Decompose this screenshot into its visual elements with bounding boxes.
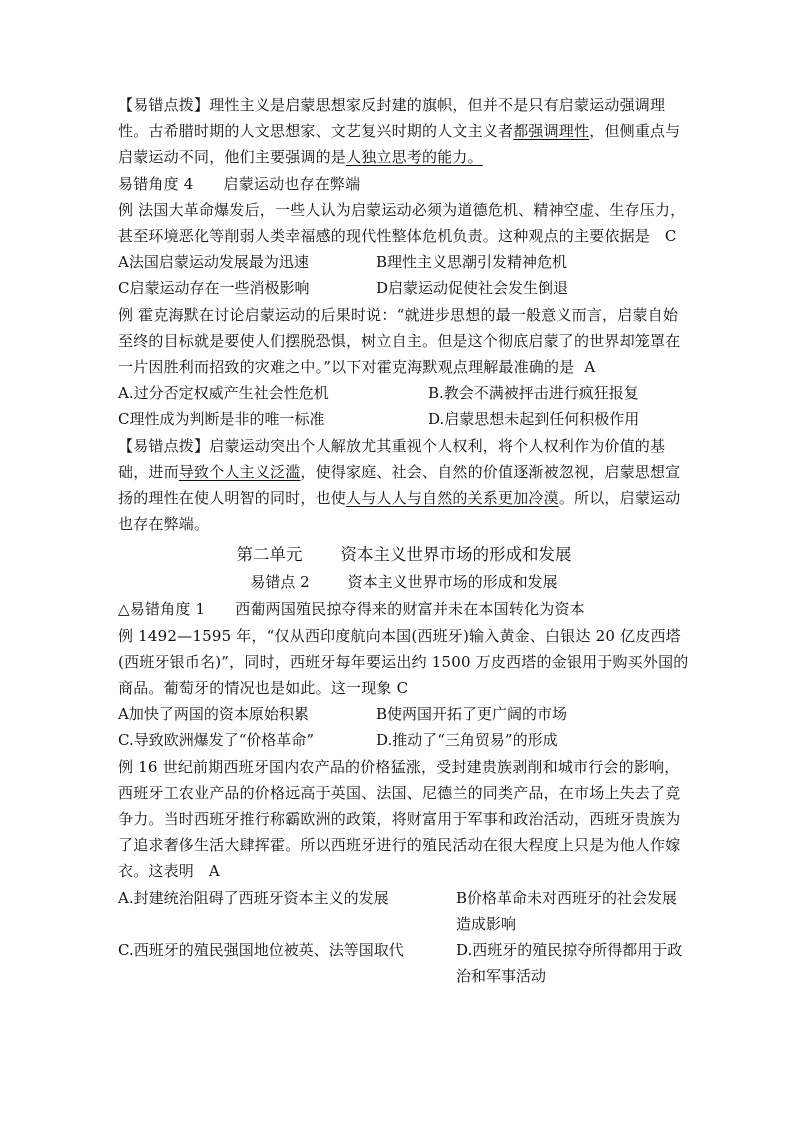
- option-c: C理性成为判断是非的唯一标准: [118, 410, 325, 429]
- answer-key: C: [396, 679, 409, 698]
- options-row: [118, 885, 690, 937]
- option-d: D.启蒙思想未起到任何积极作用: [428, 410, 640, 429]
- underlined-text: 人独立思考的能力。: [346, 148, 483, 167]
- option-c: C.西班牙的殖民强国地位被英、法等国取代: [118, 941, 404, 960]
- options-row: [118, 275, 690, 301]
- options-row: [118, 701, 690, 727]
- document-page: [118, 92, 690, 990]
- tip-label: 【易错点拨】: [118, 436, 210, 455]
- angle-heading-4: 易错角度 4 启蒙运动也存在弊端: [118, 174, 361, 193]
- tip-paragraph-2: 【易错点拨】启蒙运动突出个人解放尤其重视个人权利，将个人权利作为价值的基础，进而导致个人主义泛滥，使得家庭、社会、自然的价值逐渐被忽视，启蒙思想宣扬的理性在使人明智的同时，也使人与人人与自然的关系更加冷漠。所以，启蒙运动也存在弊端。: [118, 436, 681, 534]
- tip-label: 【易错点拨】: [118, 96, 210, 114]
- underlined-text: 都强调理性: [513, 122, 590, 141]
- answer-key: A: [208, 862, 220, 881]
- option-b: B理性主义思潮引发精神危机: [376, 253, 568, 272]
- underlined-text: 导致个人主义泛滥: [178, 462, 301, 481]
- options-row: [118, 727, 690, 753]
- tip-paragraph-1: 【易错点拨】理性主义是启蒙思想家反封建的旗帜，但并不是只有启蒙运动强调理性。古希腊时期的人文思想家、文艺复兴时期的人文主义者都强调理性，但侧重点与启蒙运动不同，他们主要强调的是人独立思考的能力。: [118, 96, 681, 167]
- option-d: D启蒙运动促使社会发生倒退: [376, 279, 569, 298]
- option-d: D.推动了“三角贸易”的形成: [376, 731, 558, 750]
- answer-key: C: [664, 227, 677, 246]
- option-b: B价格革命未对西班牙的社会发展造成影响: [456, 888, 678, 933]
- options-row: [118, 380, 690, 406]
- option-d: D.西班牙的殖民掠夺所得都用于政治和军事活动: [456, 941, 683, 986]
- options-row: [118, 406, 690, 432]
- option-c: C启蒙运动存在一些消极影响: [118, 279, 310, 298]
- underlined-text: 人与人人与自然的关系更加冷漠: [346, 489, 559, 508]
- answer-key: A: [584, 358, 596, 377]
- option-b: B使两国开拓了更广阔的市场: [376, 705, 568, 724]
- question-stem: 例 16 世纪前期西班牙国内农产品的价格猛涨，受封建贵族剥削和城市行会的影响，西班牙工农业产品的价格远高于英国、法国、尼德兰的同类产品，在市场上失去了竞争力。当时西班牙推行称霸欧洲的政策，将财富用于军事和政治活动，西班牙贵族为了追求奢侈生活大肆挥霍。所以西班牙进行的殖民活动在很大程度上只是为他人作嫁衣。这表明 A: [118, 757, 681, 881]
- option-a: A加快了两国的资本原始积累: [118, 705, 309, 724]
- options-row: [118, 249, 690, 275]
- point-heading: 易错点 2 资本主义世界市场的形成和发展: [250, 573, 558, 592]
- option-a: A.封建统治阻碍了西班牙资本主义的发展: [118, 888, 389, 907]
- option-a: A法国启蒙运动发展最为迅速: [118, 253, 309, 272]
- question-stem: 例 霍克海默在讨论启蒙运动的后果时说：“就进步思想的最一般意义而言，启蒙自始至终的目标就是要使人们摆脱恐惧，树立自主。但是这个彻底启蒙了的世界却笼罩在一片因胜利而招致的灾难之中。”以下对霍克海默观点理解最准确的是 A: [118, 305, 681, 377]
- question-stem: 例 1492—1595 年，“仅从西印度航向本国(西班牙)输入黄金、白银达 20 亿皮西塔(西班牙银币名)”，同时，西班牙每年要运出约 1500 万皮西塔的金银用于购买外国的商品。葡萄牙的情况也是如此。这一现象 C: [118, 626, 689, 698]
- angle-heading-1: △易错角度 1 西葡两国殖民掠夺得来的财富并未在本国转化为资本: [118, 600, 585, 619]
- unit-heading: 第二单元 资本主义世界市场的形成和发展: [236, 545, 572, 565]
- option-a: A.过分否定权威产生社会性危机: [118, 384, 329, 403]
- question-stem: 例 法国大革命爆发后，一些人认为启蒙运动必须为道德危机、精神空虚、生存压力，甚至环境恶化等削弱人类幸福感的现代性整体危机负责。这种观点的主要依据是 C: [118, 200, 686, 246]
- option-b: B.教会不满被抨击进行疯狂报复: [428, 384, 639, 403]
- option-c: C.导致欧洲爆发了“价格革命”: [118, 731, 315, 750]
- options-row: [118, 937, 690, 989]
